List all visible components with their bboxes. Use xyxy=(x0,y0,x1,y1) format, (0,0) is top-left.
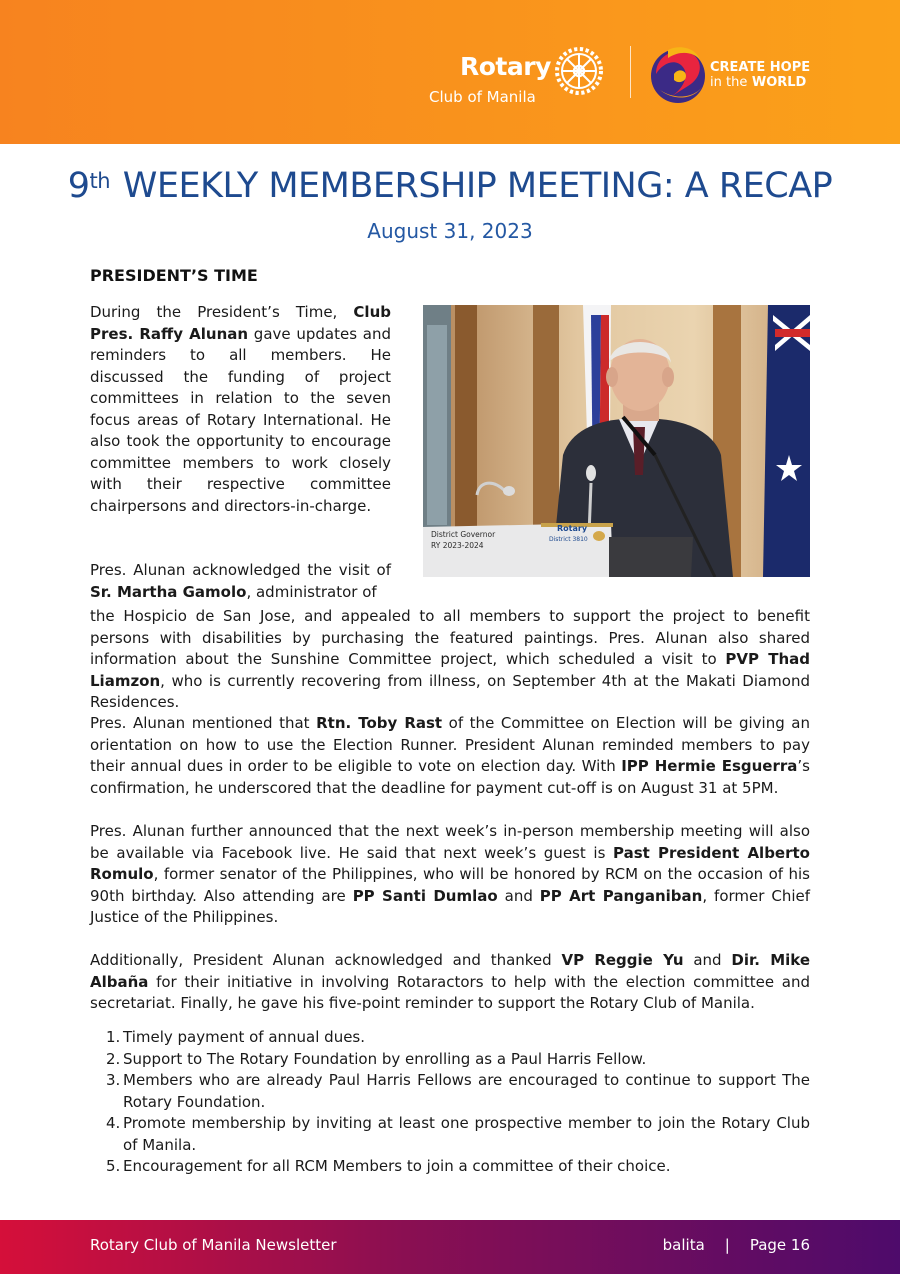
p4-text-3: and xyxy=(497,886,540,905)
page-footer xyxy=(0,1220,900,1274)
p4-text-4: , former Chief Justice of the Philippines. xyxy=(90,886,810,926)
page-number: Page 16 xyxy=(749,1236,810,1254)
tagline-in: in the xyxy=(710,75,748,90)
p2-text-3: the Hospicio de San Jose, and appealed to all members to support the project to benefit persons with disabilities by purchasing the featured paintings. Pres. Alunan also shared information about the Sunshine Committee project, which scheduled a visit to xyxy=(90,607,810,668)
list-text: Promote membership by inviting at least one prospective member to join the Rotary Club of Manila. xyxy=(123,1114,810,1154)
paragraph-2-continued xyxy=(90,606,810,714)
podium-district: District 3810 xyxy=(549,536,588,543)
header-divider xyxy=(630,46,631,98)
list-number: 3. xyxy=(106,1071,121,1089)
brand-subtitle: Club of Manila xyxy=(429,88,536,106)
p2-text-2: , administrator of xyxy=(246,582,377,601)
paragraph-1 xyxy=(90,302,391,517)
p1-name: Club Pres. Raffy Alunan xyxy=(90,303,391,343)
list-text: Members who are already Paul Harris Fellows are encouraged to continue to support The Rotary Foundation. xyxy=(123,1071,810,1111)
p3-name-2: IPP Hermie Esguerra xyxy=(621,757,798,775)
paragraph-3 xyxy=(90,713,810,799)
rotary-wheel-icon xyxy=(552,44,606,98)
list-item xyxy=(90,1113,810,1156)
p5-text: Additionally, President Alunan acknowledged and thanked xyxy=(90,951,562,969)
p2-name-2: PVP Thad Liamzon xyxy=(90,650,810,690)
list-number: 2. xyxy=(106,1049,121,1068)
p3-text-3: ’s confirmation, he underscored that the deadline for payment cut-off is on August 31 at 5PM. xyxy=(90,757,810,797)
p4-text-2: , former senator of the Philippines, who will be honored by RCM on the occasion of his 90th birthday. Also attending are xyxy=(90,865,810,905)
p3-name: Rtn. Toby Rast xyxy=(316,714,443,732)
p1-text-2: gave updates and reminders to all members. He discussed the funding of project committees in relation to the seven focus areas of Rotary International. He also took the opportunity to encourage committee members to work closely with their respective committee chairpersons and directors-in-charge. xyxy=(90,324,391,515)
footer-separator: | xyxy=(724,1236,730,1254)
tagline xyxy=(710,60,810,90)
list-item xyxy=(90,1049,810,1071)
title-number: 9 xyxy=(67,166,90,206)
p2-text: Pres. Alunan acknowledged the visit of xyxy=(90,561,391,579)
tagline-world: WORLD xyxy=(751,75,807,90)
paragraph-4 xyxy=(90,821,810,929)
podium-label-line1: District Governor xyxy=(431,530,496,539)
p4-name-3: PP Art Panganiban xyxy=(539,886,703,905)
p4-text: Pres. Alunan further announced that the next week’s in-person membership meeting will also be available via Facebook live. He said that next week’s guest is xyxy=(90,822,810,862)
tagline-line1: CREATE HOPE xyxy=(710,60,811,75)
article-date: August 31, 2023 xyxy=(367,219,533,243)
podium-brand: Rotary xyxy=(557,524,588,533)
p5-text-2: and xyxy=(683,951,732,969)
list-text: Support to The Rotary Foundation by enrolling as a Paul Harris Fellow. xyxy=(123,1049,647,1068)
section-heading: PRESIDENT’S TIME xyxy=(90,266,258,285)
brand-name: Rotary xyxy=(460,52,551,81)
p3-text-2: of the Committee on Election will be giving an orientation on how to use the Election Runner. President Alunan reminded members to pay their annual dues in order to be eligible to vote on election day. With xyxy=(90,714,811,775)
speaker-photo-illustration xyxy=(423,305,810,577)
title-text: WEEKLY MEMBERSHIP MEETING: A RECAP xyxy=(122,166,833,206)
paragraph-2-start xyxy=(90,560,391,603)
reminder-list xyxy=(90,1027,810,1178)
list-item xyxy=(90,1156,810,1178)
newsletter-name: Rotary Club of Manila Newsletter xyxy=(90,1236,337,1254)
list-number: 4. xyxy=(106,1114,121,1132)
list-text: Encouragement for all RCM Members to join a committee of their choice. xyxy=(123,1157,671,1175)
p3-text: Pres. Alunan mentioned that xyxy=(90,714,317,732)
footer-page-info xyxy=(663,1236,810,1254)
publication-name: balita xyxy=(662,1236,705,1254)
p2-text-4: , who is currently recovering from illness, on September 4th at the Makati Diamond Residences. xyxy=(90,671,810,711)
list-number: 5. xyxy=(106,1157,121,1175)
speaker-photo xyxy=(423,305,810,577)
list-item xyxy=(90,1027,810,1049)
p4-name: Past President Alberto Romulo xyxy=(90,843,810,883)
page-header xyxy=(0,0,900,144)
page-title xyxy=(0,166,900,206)
p5-name: VP Reggie Yu xyxy=(561,951,684,969)
p2-name: Sr. Martha Gamolo xyxy=(90,582,247,601)
title-suffix: th xyxy=(89,169,111,193)
p1-text: During the President’s Time, xyxy=(90,303,354,321)
p4-name-2: PP Santi Dumlao xyxy=(352,886,498,905)
p5-text-3: for their initiative in involving Rotaractors to help with the election committee and secretariat. Finally, he gave his five-point reminder to support the Rotary Club of Manila. xyxy=(90,972,810,1012)
create-hope-logo-icon xyxy=(650,44,708,106)
list-number: 1. xyxy=(106,1028,121,1046)
podium-label-line2: RY 2023-2024 xyxy=(431,541,484,550)
paragraph-5 xyxy=(90,950,810,1015)
list-item xyxy=(90,1070,810,1113)
list-text: Timely payment of annual dues. xyxy=(123,1028,366,1046)
p5-name-2: Dir. Mike Albaña xyxy=(90,951,811,991)
